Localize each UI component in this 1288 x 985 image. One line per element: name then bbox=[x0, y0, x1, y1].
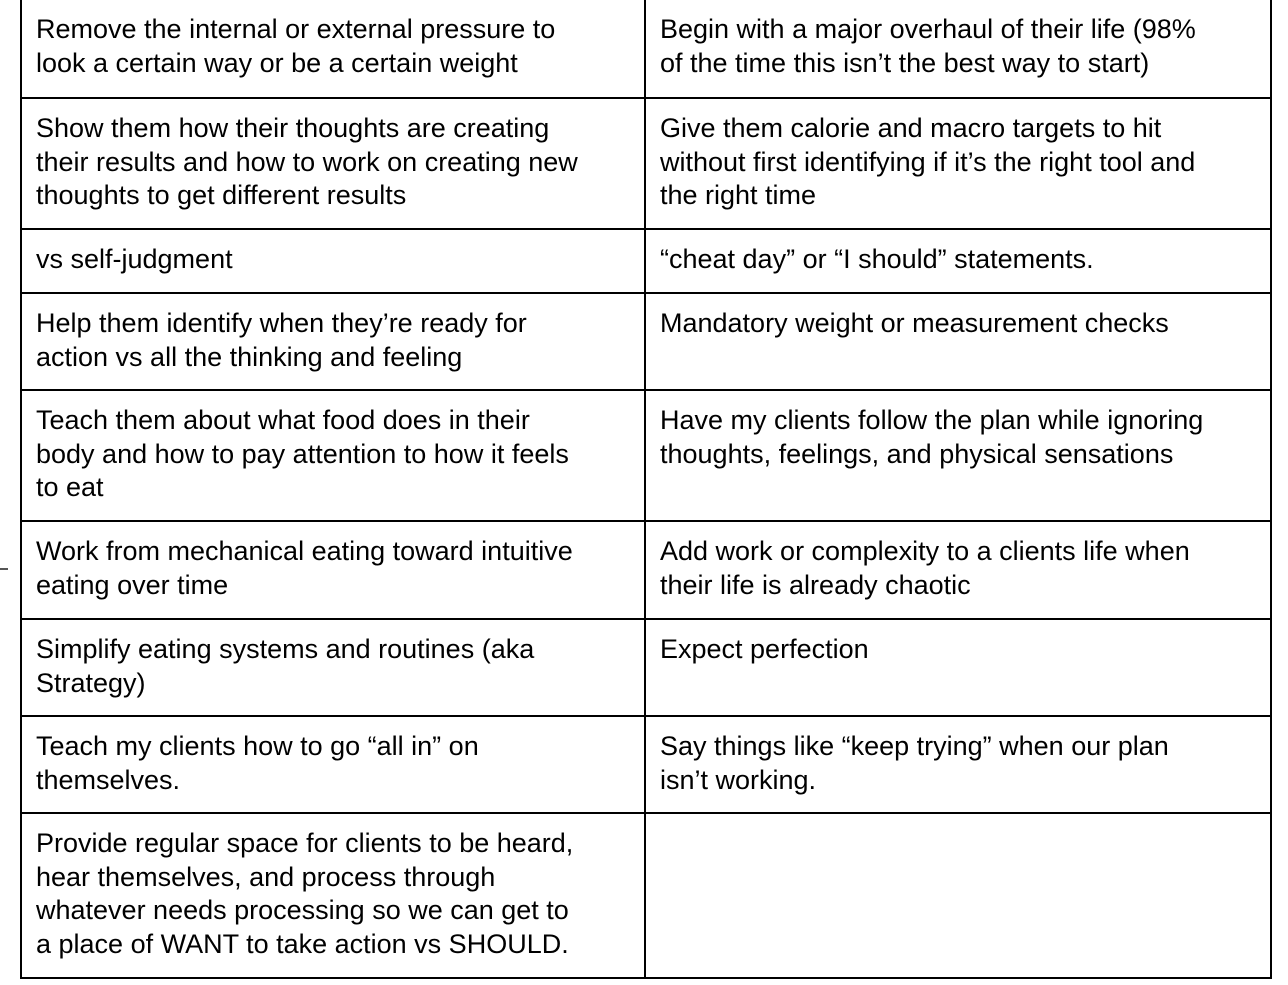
table-row bbox=[21, 716, 1271, 813]
table-cell-left: Work from mechanical eating toward intuitive eating over time bbox=[21, 521, 645, 619]
table-cell-right: Say things like “keep trying” when our plan isn’t working. bbox=[645, 716, 1271, 813]
two-column-table bbox=[20, 0, 1272, 979]
table-cell-left: Show them how their thoughts are creating their results and how to work on creating new thoughts to get different results bbox=[21, 98, 645, 229]
table-cell-left: Help them identify when they’re ready for action vs all the thinking and feeling bbox=[21, 293, 645, 390]
table-cell-left: Teach my clients how to go “all in” on themselves. bbox=[21, 716, 645, 813]
table-row bbox=[21, 813, 1271, 978]
table-row bbox=[21, 98, 1271, 229]
table-cell-right: Expect perfection bbox=[645, 619, 1271, 716]
table-cell-left: Provide regular space for clients to be heard, hear themselves, and process through whatever needs processing so we can get to a place of WANT to take action vs SHOULD. bbox=[21, 813, 645, 978]
table-cell-left: vs self-judgment bbox=[21, 229, 645, 293]
table-row bbox=[21, 0, 1271, 98]
table-cell-right: Have my clients follow the plan while ignoring thoughts, feelings, and physical sensations bbox=[645, 390, 1271, 521]
table-row bbox=[21, 521, 1271, 619]
table-row bbox=[21, 390, 1271, 521]
table-cell-right: “cheat day” or “I should” statements. bbox=[645, 229, 1271, 293]
table-cell-right: Mandatory weight or measurement checks bbox=[645, 293, 1271, 390]
table-cell-right: Begin with a major overhaul of their life (98% of the time this isn’t the best way to start) bbox=[645, 0, 1271, 98]
table-cell-right bbox=[645, 813, 1271, 978]
table-cell-right: Give them calorie and macro targets to hit without first identifying if it’s the right tool and the right time bbox=[645, 98, 1271, 229]
table-row bbox=[21, 293, 1271, 390]
table-cell-left: Remove the internal or external pressure to look a certain way or be a certain weight bbox=[21, 0, 645, 98]
table-cell-left: Teach them about what food does in their body and how to pay attention to how it feels to eat bbox=[21, 390, 645, 521]
table-cell-right: Add work or complexity to a clients life when their life is already chaotic bbox=[645, 521, 1271, 619]
margin-marker bbox=[0, 568, 8, 570]
table-cell-left: Simplify eating systems and routines (aka Strategy) bbox=[21, 619, 645, 716]
table-row bbox=[21, 229, 1271, 293]
table-row bbox=[21, 619, 1271, 716]
